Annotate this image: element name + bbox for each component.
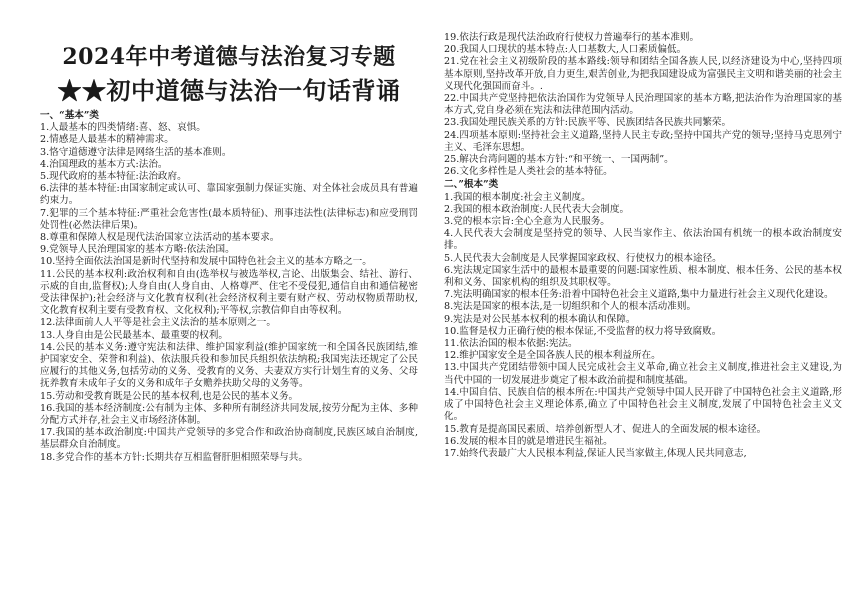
list-item: 12.维护国家安全是全国各族人民的根本利益所在。 [444, 350, 661, 362]
left-item-list [40, 122, 418, 464]
document-title: 2024年中考道德与法治复习专题 [62, 44, 396, 70]
list-item: 26.文化多样性是人类社会的基本特征。 [444, 166, 613, 178]
list-item: 15.教育是提高国民素质、培养创新型人才、促进人的全面发展的根本途径。 [444, 423, 767, 435]
list-item: 20.我国人口现状的基本特点:人口基数大,人口素质偏低。 [444, 44, 687, 56]
list-item: 23.我国处理民族关系的方针:民族平等、民族团结各民族共同繁荣。 [444, 117, 732, 129]
list-item: 14.公民的基本义务:遵守宪法和法律、维护国家利益(维护国家统一和全国各民族团结,维护国家安全、荣誉和利益)、依法服兵役和参加民兵组织依法纳税;我国宪法还规定了公民应履行的其他义务,包括劳动的义务、受教育的义务、夫妻双方实行计划生育的义务、父母抚养教育未成年子女的义务和成年子女赡养扶助父母的义务等。 [40, 341, 418, 390]
list-item: 13.人身自由是公民最基本、最重要的权利。 [40, 329, 228, 341]
right-column [430, 0, 860, 609]
list-item: 7.宪法明确国家的根本任务:沿着中国特色社会主义道路,集中力量进行社会主义现代化建设。 [444, 289, 834, 301]
list-item: 3.恪守道德遵守法律是网络生活的基本准则。 [40, 146, 232, 158]
list-item: 17.我国的基本政治制度:中国共产党领导的多党合作和政治协商制度,民族区域自治制度,基层群众自治制度。 [40, 427, 418, 451]
list-item: 21.党在社会主义初级阶段的基本路线:领导和团结全国各族人民,以经济建设为中心,坚持四项基本原则,坚持改革开放,自力更生,艰苦创业,为把我国建设成为富强民主文明和谐美丽的社会主义现代化强国而奋斗。. [444, 56, 842, 92]
list-item: 13.中国共产党团结带领中国人民完成社会主义革命,确立社会主义制度,推进社会主义建设,为当代中国的一切发展进步奠定了根本政治前提和制度基础。 [444, 362, 842, 386]
list-item: 10.监督是权力正确行使的根本保证,不受监督的权力将导致腐败。 [444, 325, 722, 337]
list-item: 4.人民代表大会制度是坚持党的领导、人民当家作主、依法治国有机统一的根本政治制度安排。 [444, 228, 842, 252]
list-item: 11.公民的基本权利:政治权利和自由(选举权与被选举权,言论、出版集会、结社、游行、示威的自由,监督权);人身自由(人身自由、人格尊严、住宅不受侵犯,通信自由和通信秘密受法律保护);社会经济与文化教育权利(社会经济权利主要有财产权、劳动权物质帮助权,文化教育权利主要有受教育权、文化权利);平等权,宗教信仰自由等权利。 [40, 268, 418, 317]
list-item: 2.我国的根本政治制度:人民代表大会制度。 [444, 203, 630, 215]
list-item: 1.我国的根本制度:社会主义制度。 [444, 191, 591, 203]
list-item: 19.依法行政是现代法治政府行使权力普遍奉行的基本准则。 [444, 32, 700, 43]
section-heading-fundamental: 二、”根本”类 [444, 179, 499, 191]
document-subtitle: ★★初中道德与法治一句话背诵 [57, 76, 401, 105]
list-item: 11.依法治国的根本依据:宪法。 [444, 338, 578, 350]
list-item: 17.始终代表最广大人民根本利益,保证人民当家做主,体现人民共同意志, [444, 447, 747, 459]
list-item: 9.宪法是对公民基本权利的根本确认和保障。 [444, 313, 636, 325]
list-item: 8.宪法是国家的根本法,是一切组织和个人的根本活动准则。 [444, 301, 697, 313]
list-item: 15.劳动和受教育既是公民的基本权利,也是公民的基本义务。 [40, 390, 299, 402]
list-item: 3.党的根本宗旨:全心全意为人民服务。 [444, 216, 610, 228]
list-item: 4.治国理政的基本方式:法治。 [40, 158, 168, 170]
list-item: 22.中国共产党坚持把依法治国作为党领导人民治理国家的基本方略,把法治作为治理国家的基本方式,党自身必须在宪法和法律范围内活动。 [444, 93, 842, 117]
list-item: 25.解决台湾问题的基本方针:“和平统一、一国两制”。 [444, 154, 674, 166]
list-item: 1.人最基本的四类情绪:喜、怒、哀惧。 [40, 122, 206, 134]
list-item: 16.发展的根本目的就是增进民生福祉。 [444, 435, 613, 447]
list-item: 8.尊重和保障人权是现代法治国家立法活动的基本要求。 [40, 232, 280, 244]
list-item: 16.我国的基本经济制度:公有制为主体、多种所有制经济共同发展,按劳分配为主体、多种分配方式并存,社会主义市场经济体制。 [40, 402, 418, 427]
list-item: 5.人民代表大会制度是人民掌握国家政权、行使权力的根本途径。 [444, 252, 722, 264]
list-item: 10.坚持全面依法治国是新时代坚持和发展中国特色社会主义的基本方略之一。 [40, 256, 372, 268]
right-item-list-basic [444, 32, 842, 178]
list-item: 7.犯罪的三个基本特征:严重社会危害性(最本质特征)、刑事违法性(法律标志)和应受刑罚处罚性(必然法律后果)。 [40, 207, 418, 231]
list-item: 24.四项基本原则:坚持社会主义道路,坚持人民主专政;坚持中国共产党的领导;坚持马克思列宁主义、毛泽东思想。 [444, 129, 842, 153]
right-item-list-fundamental [444, 192, 842, 460]
list-item: 9.党领导人民治理国家的基本方略:依法治国。 [40, 244, 235, 256]
list-item: 5.现代政府的基本特征:法治政府。 [40, 171, 187, 183]
list-item: 12.法律面前人人平等是社会主义法治的基本原则之一。 [40, 317, 276, 329]
list-item: 6.宪法规定国家生活中的最根本最重要的问题:国家性质、根本制度、根本任务、公民的基本权利和义务、国家机构的组织及其职权等。 [444, 264, 842, 289]
section-heading-basic: 一、“基本”类 [40, 110, 100, 121]
list-item: 6.法律的基本特征:由国家制定或认可、靠国家强制力保证实施、对全体社会成员具有普遍约束力。 [40, 183, 418, 207]
list-item: 18.多党合作的基本方针:长期共存互相监督肝胆相照荣辱与共。 [40, 451, 308, 463]
list-item: 2.情感是人最基本的精神需求。 [40, 134, 174, 146]
list-item: 14.中国自信、民族自信的根本所在:中国共产党领导中国人民开辟了中国特色社会主义道路,形成了中国特色社会主义理论体系,确立了中国特色社会主义制度,发展了中国特色社会主义文化。 [444, 386, 842, 423]
